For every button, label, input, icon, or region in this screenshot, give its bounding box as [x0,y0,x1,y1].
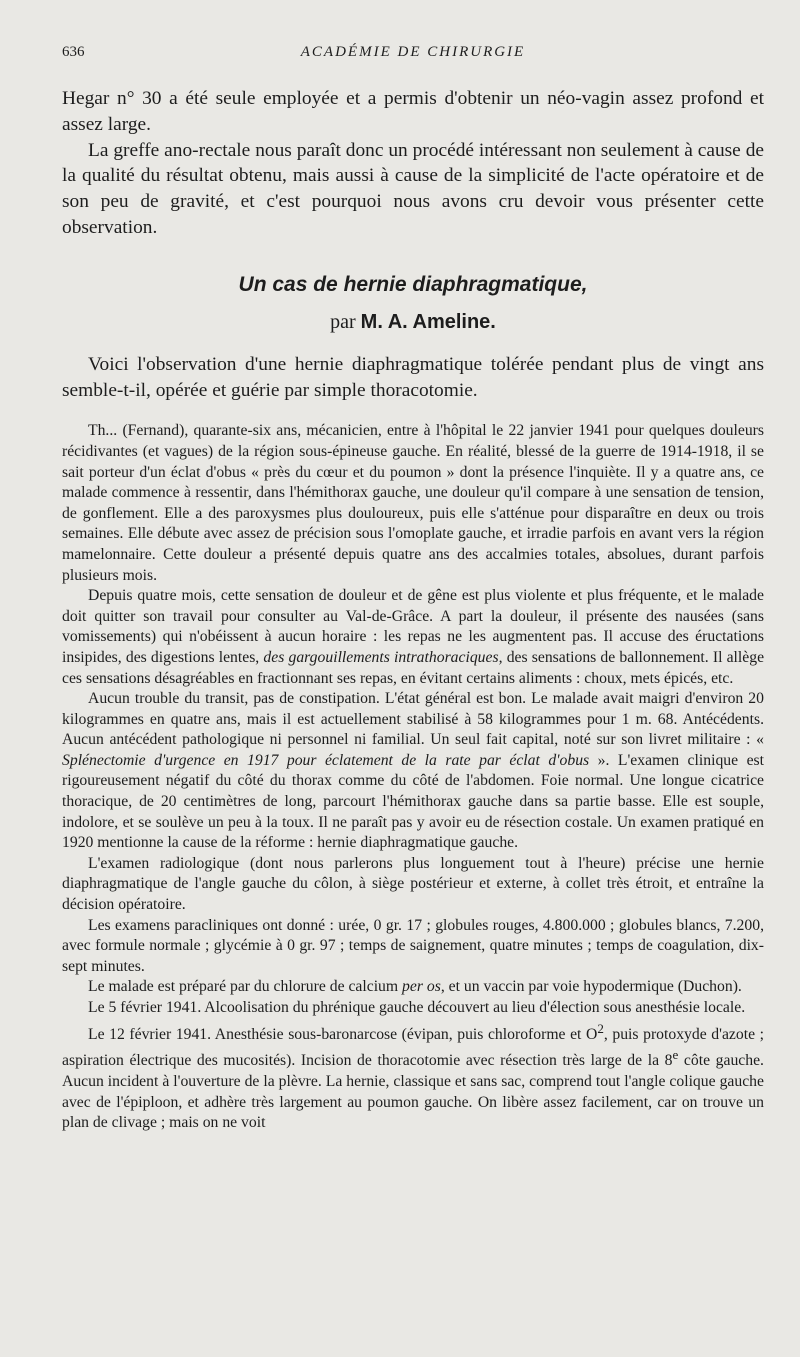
text-run: ». L'examen clinique est rigoureusement négatif du côté du thorax comme du côté de l'abdomen. Foie normal. Une longue cicatrice thoracique, de 20 centimètres de long, parcourt l'hémithorax gauche dans sa partie basse. Elle est souple, indolore, et se soulève un peu à la toux. Il ne paraît pas y avoir eu de résection costale. Un examen pratiqué en 1920 mentionne la cause de la réforme : hernie diaphragmatique gauche. [62,751,764,852]
page-number: 636 [62,44,85,60]
intro-paragraph: La greffe ano-rectale nous paraît donc un procédé intéressant non seulement à cause de la qualité du résultat obtenu, mais aussi à cause de la simplicité de l'acte opératoire et de son peu de gravité, et c'est pourquoi nous avons cru devoir vous présenter cette observation. [62,139,764,238]
text-run: Aucun trouble du transit, pas de constipation. L'état général est bon. Le malade avait maigri d'environ 20 kilogrammes en quatre ans, mais il est actuellement stabilisé à 58 kilogrammes pour 1 m. 68. Antécédents. Aucun antécédent pathologique ni personnel ni familial. Un seul fait capital, noté sur son livret militaire : « [62,690,764,749]
text-run: Depuis quatre mois, cette sensation de douleur et de gêne est plus violente et plus fréquente, et le malade doit quitter son travail pour consulter au Val-de-Grâce. A part la douleur, il présente des nausées (sans vomissements) qui n'obéissent à aucun horaire : les repas ne les augmentent pas. Il accuse des éructations insipides, des digestions lentes, [62,587,764,666]
byline-prefix: par [330,310,356,333]
case-report [62,421,764,1134]
article-title: Un cas de hernie diaphragmatique, [238,272,588,296]
body-paragraph: Le 5 février 1941. Alcoolisation du phrénique gauche découvert au lieu d'élection sous anesthésie locale. [88,999,746,1016]
body-paragraph: Th... (Fernand), quarante-six ans, mécanicien, entre à l'hôpital le 22 janvier 1941 pour quelques douleurs récidivantes (et vagues) de la région sous-épineuse gauche. En réalité, blessé de la guerre de 1914-1918, il se sait porteur d'un éclat d'obus « près du cœur et du poumon » dont la présence l'inquiète. Il y a quatre ans, ce malade commence à ressentir, dans l'hémithorax gauche, une douleur qu'il compare à une sensation de tension, de gonflement. Elle a des paroxysmes plus douloureux, puis elle s'atténue pour disparaître en deux ou trois semaines. Elle débute avec assez de précision sous l'omoplate gauche, et irradie parfois en avant vers la région mamelonnaire. Cette douleur a présenté depuis quatre ans des accalmies totales, absolues, durant parfois plusieurs mois. [62,422,764,584]
italic-run: des gargouillements intrathoraciques, [263,648,503,666]
byline [62,311,764,334]
text-run: , puis protoxyde d'azote ; aspiration électrique des mucosités). Incision de thoracotomie avec résection très large de la 8 [62,1025,764,1070]
intro-paragraph: Hegar n° 30 a été seule employée et a permis d'obtenir un néo-vagin assez profond et assez large. [62,88,764,135]
text-run: , et un vaccin par voie hypodermique (Duchon). [440,978,742,996]
text-run: Le malade est préparé par du chlorure de calcium [88,978,399,996]
body-paragraph [62,1019,764,1134]
abstract [62,352,764,404]
intro-text [62,86,764,241]
text-run: des sensations de ballonnement. Il allège ces sensations désagréables en fractionnant ses repas, en évitant certains aliments : choux, mets épicés, etc. [62,648,765,687]
superscript: 2 [597,1020,604,1036]
body-paragraph [62,689,764,854]
journal-title: ACADÉMIE DE CHIRURGIE [300,44,526,60]
italic-run: per os [402,978,441,996]
text-run: Le 12 février 1941. Anesthésie sous-baronarcose (évipan, puis chloroforme et O [88,1025,598,1043]
superscript: e [672,1047,679,1063]
body-paragraph [62,977,764,998]
italic-run: Splénectomie d'urgence en 1917 pour éclatement de la rate par éclat d'obus [62,751,590,769]
body-paragraph: Les examens paracliniques ont donné : urée, 0 gr. 17 ; globules rouges, 4.800.000 ; globules blancs, 7.200, avec formule normale ; glycémie à 0 gr. 97 ; temps de saignement, quatre minutes ; temps de coagulation, dix-sept minutes. [62,916,764,975]
body-paragraph: L'examen radiologique (dont nous parlerons plus longuement tout à l'heure) précise une hernie diaphragmatique de l'angle gauche du côlon, à siège postérieur et externe, à collet très étroit, et entraîne la décision opératoire. [62,854,764,914]
text-run: côte gauche. Aucun incident à l'ouverture de la plèvre. La hernie, classique et sans sac, comprend tout l'angle colique gauche avec de l'épiploon, et adhère très largement au poumon gauche. On libère assez facilement, car on trouve un plan de clivage ; mais on ne voit [62,1052,764,1132]
body-paragraph [62,586,764,689]
running-head [62,44,764,68]
abstract-paragraph: Voici l'observation d'une hernie diaphragmatique tolérée pendant plus de vingt ans semble-t-il, opérée et guérie par simple thoracotomie. [62,353,764,401]
author-name: M. A. Ameline. [360,310,496,333]
